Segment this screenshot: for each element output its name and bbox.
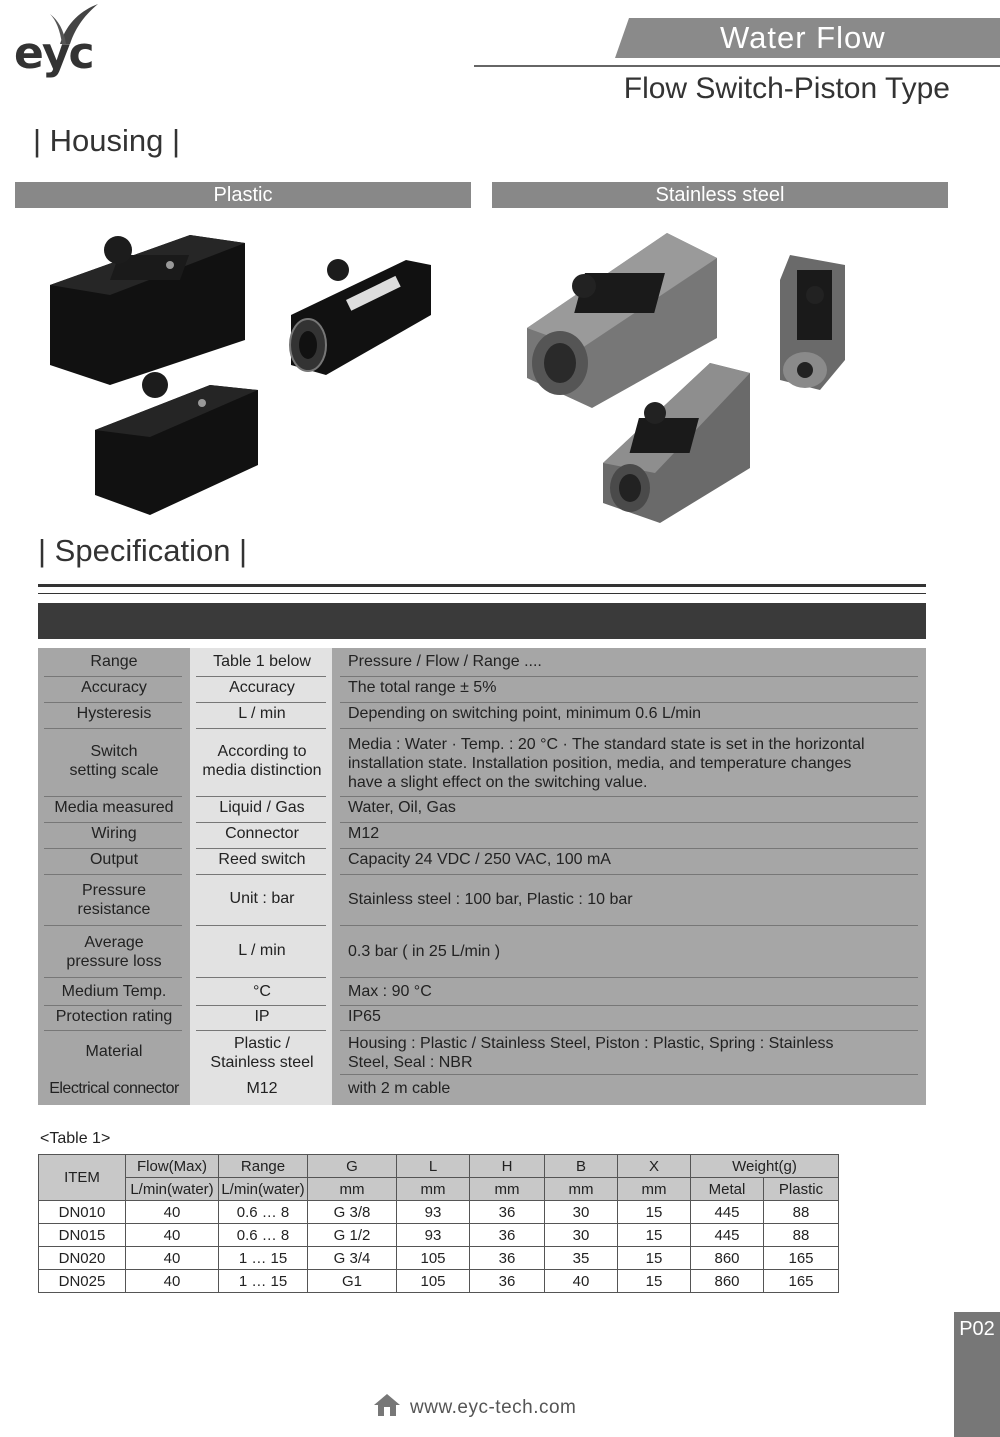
spec-name: Medium Temp. [61, 983, 167, 1000]
cell: 445 [691, 1224, 764, 1247]
home-icon [372, 1392, 402, 1418]
cell: 36 [470, 1224, 545, 1247]
header-x: X [618, 1155, 691, 1178]
row-divider [196, 1030, 326, 1031]
row-divider [196, 676, 326, 677]
spec-name: Range [90, 653, 138, 670]
cell: 15 [618, 1270, 691, 1293]
spec-unit: L / min [238, 705, 286, 722]
cell: 88 [764, 1201, 839, 1224]
row-divider [196, 1005, 326, 1006]
unit-flow: L/min(water) [126, 1178, 219, 1201]
cell: 40 [545, 1270, 618, 1293]
row-divider [196, 728, 326, 729]
row-divider [340, 1074, 918, 1075]
row-divider [196, 874, 326, 875]
cell: 30 [545, 1224, 618, 1247]
header-b: B [545, 1155, 618, 1178]
spec-name: Protection rating [55, 1008, 173, 1025]
spec-name-line: Pressure [81, 882, 147, 899]
table-header-row [39, 1155, 839, 1178]
cell: DN010 [39, 1201, 126, 1224]
spec-value: Depending on switching point, minimum 0.6 L/min [348, 705, 702, 722]
row-divider [44, 977, 182, 978]
category-title: Water Flow [720, 20, 886, 55]
spec-unit-line: According to [217, 743, 307, 760]
spec-name: Accuracy [81, 679, 147, 696]
row-divider [44, 925, 182, 926]
cell: 165 [764, 1247, 839, 1270]
unit-range: L/min(water) [219, 1178, 308, 1201]
row-divider [196, 925, 326, 926]
cell: 105 [397, 1270, 470, 1293]
cell: G 3/8 [308, 1201, 397, 1224]
spec-unit: °C [253, 983, 271, 1000]
spec-value: The total range ± 5% [348, 679, 497, 696]
row-divider [196, 702, 326, 703]
row-divider [340, 676, 918, 677]
cell: 15 [618, 1201, 691, 1224]
cell: 1 … 15 [219, 1270, 308, 1293]
header-rule [474, 65, 1000, 67]
page-number: P02 [959, 1318, 995, 1340]
spec-rule-thick [38, 584, 926, 587]
cell: 36 [470, 1201, 545, 1224]
cell: 860 [691, 1270, 764, 1293]
product-title: Flow Switch-Piston Type [623, 72, 950, 105]
row-divider [340, 728, 918, 729]
cell: 40 [126, 1247, 219, 1270]
row-divider [196, 822, 326, 823]
plastic-housing-image-3 [286, 245, 436, 380]
unit-x: mm [618, 1178, 691, 1201]
spec-value: 0.3 bar ( in 25 L/min ) [348, 943, 501, 960]
spec-unit-line: Stainless steel [210, 1054, 314, 1071]
spec-header-bar [38, 603, 926, 639]
row-divider [340, 822, 918, 823]
cell: DN015 [39, 1224, 126, 1247]
spec-name: Output [89, 851, 139, 868]
spec-name: Electrical connector [49, 1080, 179, 1097]
spec-value: IP65 [348, 1008, 381, 1025]
spec-unit [194, 1034, 330, 1072]
row-divider [44, 1005, 182, 1006]
row-divider [44, 702, 182, 703]
spec-value-line: installation state. Installation position, media, and temperature changes [348, 755, 852, 772]
spec-value: Stainless steel : 100 bar, Plastic : 10 bar [348, 891, 633, 908]
spec-value [348, 1034, 908, 1072]
row-divider [196, 848, 326, 849]
stainless-housing-image-3 [775, 250, 850, 395]
row-divider [44, 796, 182, 797]
row-divider [44, 848, 182, 849]
row-divider [340, 1030, 918, 1031]
unit-b: mm [545, 1178, 618, 1201]
cell: 93 [397, 1201, 470, 1224]
cell: 36 [470, 1247, 545, 1270]
cell: DN025 [39, 1270, 126, 1293]
table-row [39, 1270, 839, 1293]
table-row [39, 1247, 839, 1270]
row-divider [44, 1030, 182, 1031]
cell: 15 [618, 1224, 691, 1247]
spec-value: Pressure / Flow / Range .... [348, 653, 542, 670]
header-plastic: Plastic [764, 1178, 839, 1201]
unit-h: mm [470, 1178, 545, 1201]
row-divider [44, 822, 182, 823]
header-flow: Flow(Max) [126, 1155, 219, 1178]
table-row [39, 1224, 839, 1247]
row-divider [44, 728, 182, 729]
spec-value: Capacity 24 VDC / 250 VAC, 100 mA [348, 851, 611, 868]
spec-value-line: Media : Water · Temp. : 20 °C · The standard state is set in the horizontal [348, 736, 865, 753]
cell: 0.6 … 8 [219, 1201, 308, 1224]
header-g: G [308, 1155, 397, 1178]
stainless-housing-image-2 [600, 358, 755, 528]
row-divider [340, 977, 918, 978]
spec-value-line: Steel, Seal : NBR [348, 1054, 473, 1071]
cell: 1 … 15 [219, 1247, 308, 1270]
unit-l: mm [397, 1178, 470, 1201]
spec-name [44, 742, 184, 780]
cell: G 1/2 [308, 1224, 397, 1247]
spec-unit: M12 [246, 1080, 278, 1097]
spec-rule-thin [38, 593, 926, 594]
housing-heading: | Housing | [33, 123, 181, 158]
spec-unit: Accuracy [229, 679, 295, 696]
spec-unit: Connector [225, 825, 299, 842]
spec-name: Material [85, 1043, 143, 1060]
cell: 15 [618, 1247, 691, 1270]
spec-unit [194, 742, 330, 780]
row-divider [44, 676, 182, 677]
spec-unit: Table 1 below [213, 653, 311, 670]
spec-name [44, 881, 184, 919]
cell: 88 [764, 1224, 839, 1247]
row-divider [196, 796, 326, 797]
row-divider [44, 874, 182, 875]
row-divider [340, 874, 918, 875]
row-divider [340, 925, 918, 926]
cell: 30 [545, 1201, 618, 1224]
specification-heading: | Specification | [38, 533, 248, 568]
cell: 860 [691, 1247, 764, 1270]
spec-name-line: Average [84, 934, 144, 951]
table1-caption: <Table 1> [40, 1130, 111, 1147]
header-weight: Weight(g) [691, 1155, 839, 1178]
spec-value: M12 [348, 825, 380, 842]
spec-value-line: have a slight effect on the switching value. [348, 774, 648, 791]
header-h: H [470, 1155, 545, 1178]
spec-unit-line: media distinction [202, 762, 322, 779]
spec-name-line: resistance [77, 901, 151, 918]
table1 [38, 1154, 839, 1293]
header-l: L [397, 1155, 470, 1178]
spec-unit: Liquid / Gas [219, 799, 305, 816]
cell: G 3/4 [308, 1247, 397, 1270]
spec-name [44, 933, 184, 971]
cell: 36 [470, 1270, 545, 1293]
unit-g: mm [308, 1178, 397, 1201]
spec-name-line: Switch [90, 743, 138, 760]
cell: 40 [126, 1201, 219, 1224]
cell: 35 [545, 1247, 618, 1270]
spec-name-line: setting scale [69, 762, 159, 779]
row-divider [340, 848, 918, 849]
spec-unit: L / min [238, 942, 286, 959]
row-divider [340, 702, 918, 703]
spec-value: Max : 90 °C [348, 983, 432, 1000]
cell: 40 [126, 1224, 219, 1247]
cell: G1 [308, 1270, 397, 1293]
cell: 40 [126, 1270, 219, 1293]
spec-unit: IP [254, 1008, 270, 1025]
spec-name: Media measured [54, 799, 174, 816]
spec-value [348, 735, 908, 792]
spec-value: Water, Oil, Gas [348, 799, 456, 816]
cell: 93 [397, 1224, 470, 1247]
header-range: Range [219, 1155, 308, 1178]
spec-value-line: Housing : Plastic / Stainless Steel, Piston : Plastic, Spring : Stainless [348, 1035, 834, 1052]
cell: 105 [397, 1247, 470, 1270]
cell: 445 [691, 1201, 764, 1224]
table-row [39, 1201, 839, 1224]
header-item: ITEM [39, 1155, 126, 1201]
cell: 0.6 … 8 [219, 1224, 308, 1247]
website-link[interactable]: www.eyc-tech.com [410, 1397, 577, 1418]
logo-text: eyc [14, 28, 93, 79]
spec-unit-line: Plastic / [233, 1035, 290, 1052]
plastic-label: Plastic [15, 182, 471, 208]
stainless-label: Stainless steel [492, 182, 948, 208]
spec-name: Wiring [91, 825, 137, 842]
row-divider [340, 796, 918, 797]
plastic-housing-image-2 [90, 365, 265, 520]
header-metal: Metal [691, 1178, 764, 1201]
spec-unit: Unit : bar [229, 890, 295, 907]
row-divider [340, 1005, 918, 1006]
spec-unit: Reed switch [218, 851, 306, 868]
spec-name: Hysteresis [76, 705, 152, 722]
cell: 165 [764, 1270, 839, 1293]
spec-name-line: pressure loss [66, 953, 162, 970]
table-unit-row [39, 1178, 839, 1201]
row-divider [196, 977, 326, 978]
spec-value: with 2 m cable [348, 1080, 451, 1097]
cell: DN020 [39, 1247, 126, 1270]
